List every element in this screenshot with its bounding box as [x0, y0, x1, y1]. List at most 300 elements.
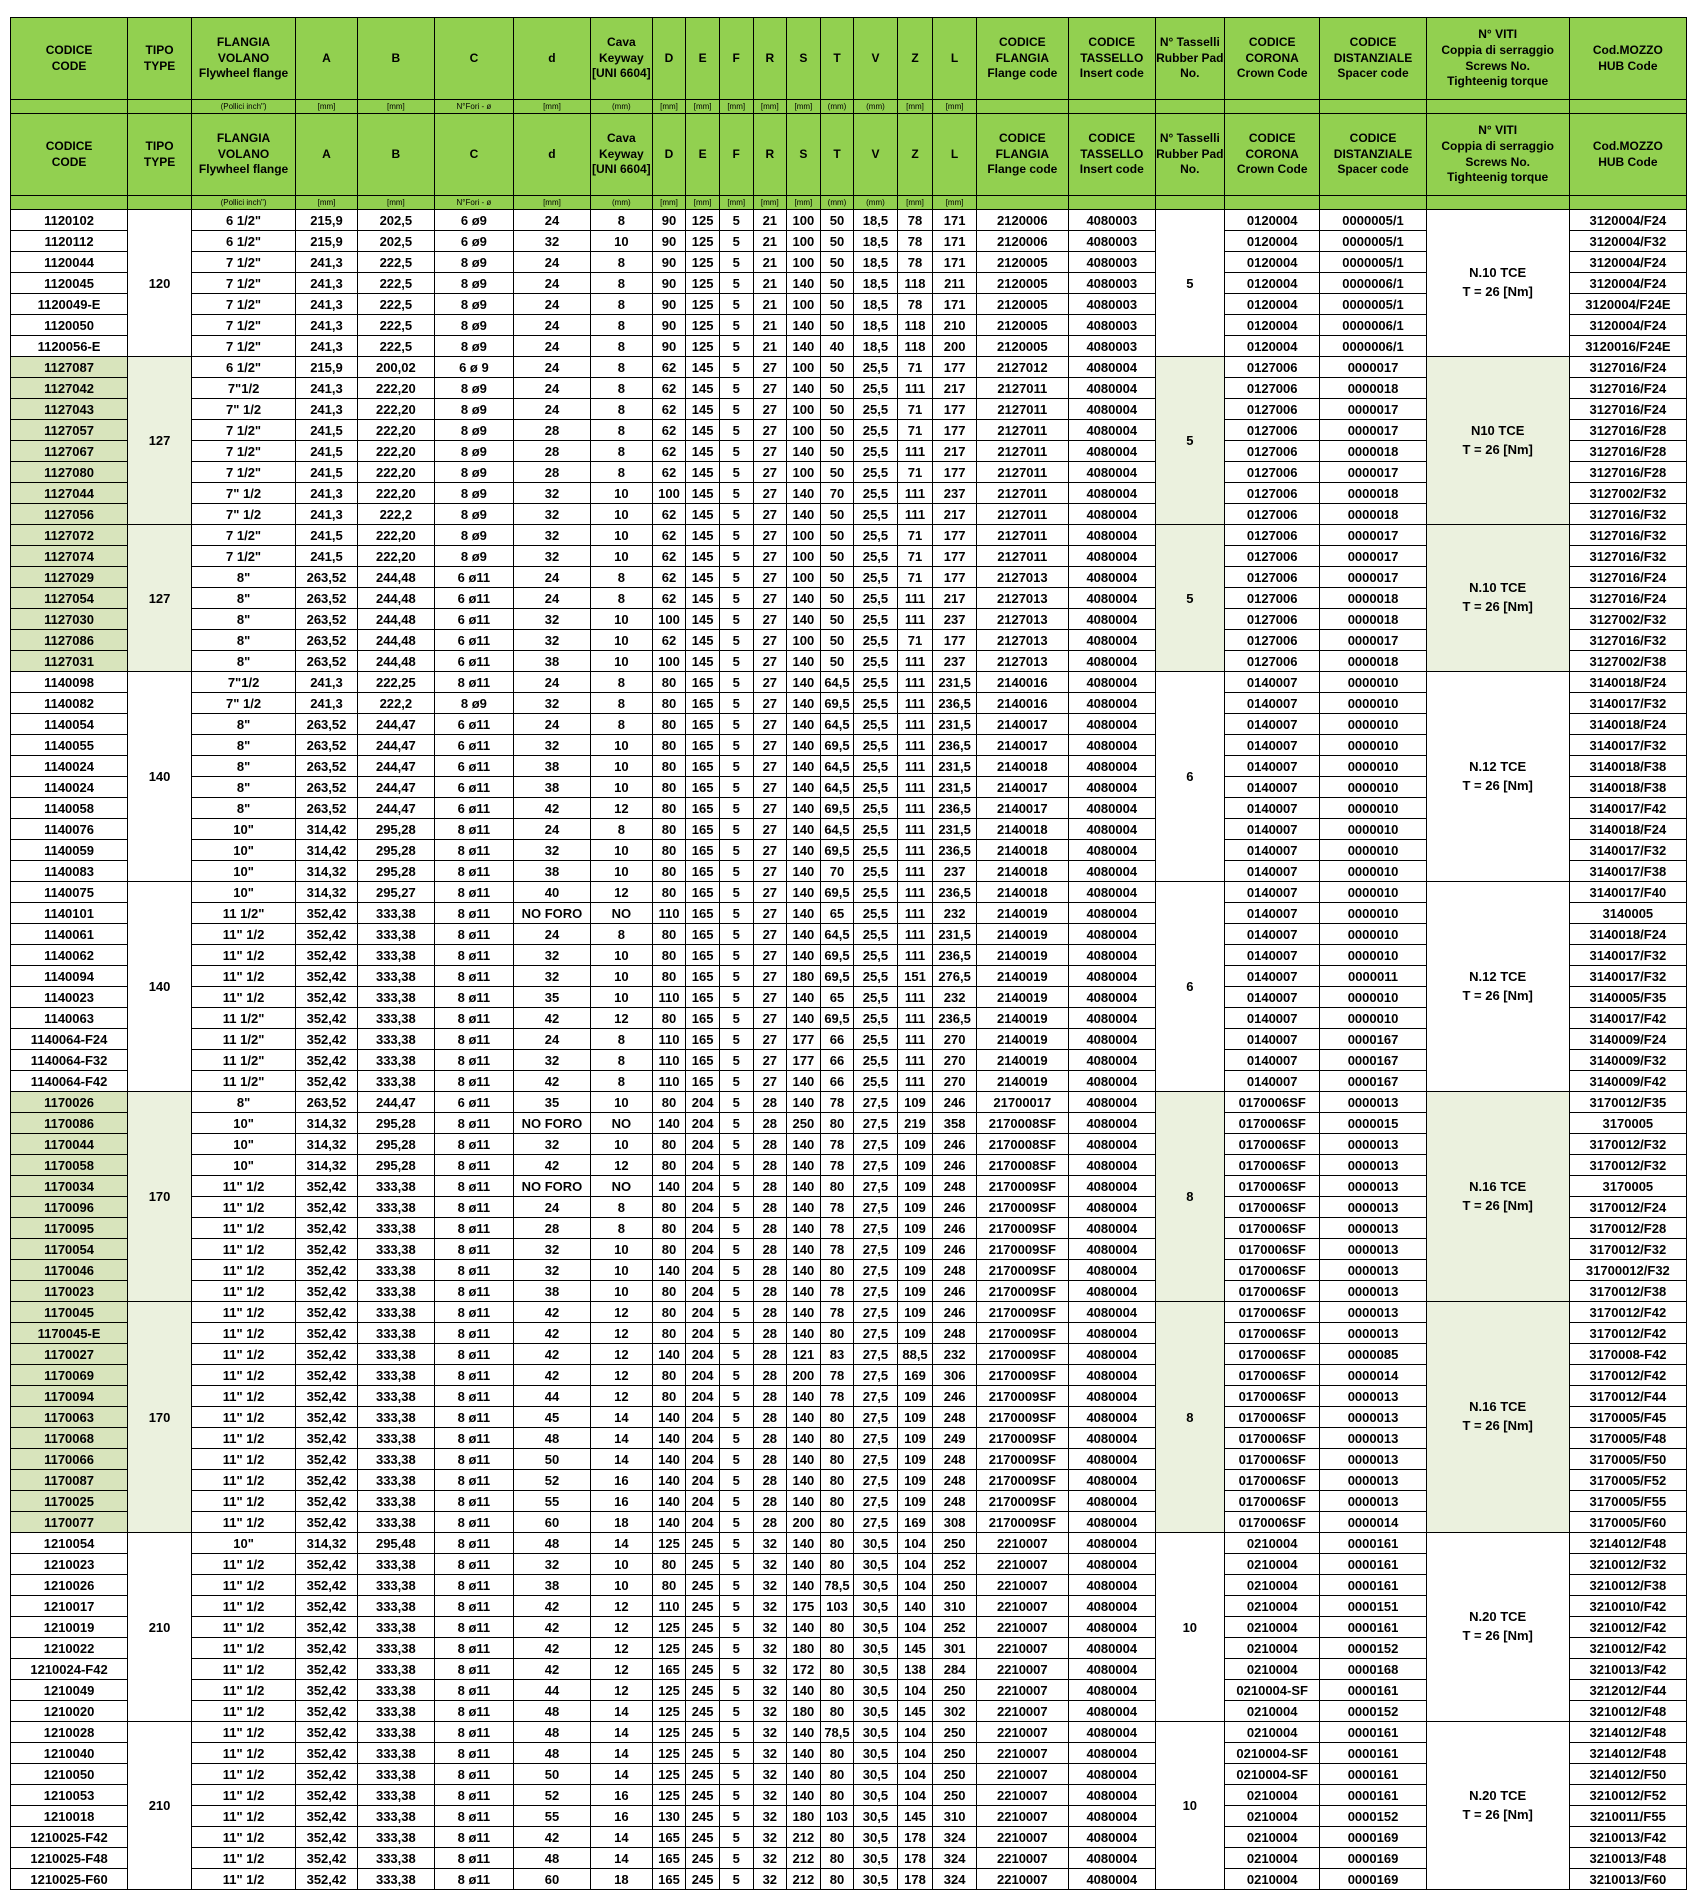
insert-code-cell: 4080004 — [1068, 441, 1155, 462]
value-cell: 140 — [787, 735, 821, 756]
value-cell: 16 — [590, 1470, 652, 1491]
value-cell: 8 ø11 — [434, 1512, 513, 1533]
value-cell: 50 — [820, 378, 854, 399]
value-cell: 80 — [820, 1764, 854, 1785]
value-cell: 5 — [719, 1638, 753, 1659]
code-cell: 1210020 — [11, 1701, 128, 1722]
header-screws — [1426, 18, 1569, 100]
spacer-code-cell: 0000010 — [1320, 798, 1426, 819]
value-cell: 10" — [192, 1533, 296, 1554]
value-cell: 80 — [652, 1365, 686, 1386]
insert-code-cell: 4080004 — [1068, 1239, 1155, 1260]
value-cell: 27 — [753, 504, 787, 525]
screws-cell-line: T = 26 [Nm] — [1462, 1628, 1533, 1643]
spacer-code-cell: 0000010 — [1320, 861, 1426, 882]
insert-code-cell: 4080003 — [1068, 315, 1155, 336]
value-cell: 138 — [897, 1659, 933, 1680]
value-cell: 42 — [513, 1302, 590, 1323]
value-cell: 8 ø11 — [434, 1029, 513, 1050]
flange-code-cell: 2170009SF — [976, 1386, 1068, 1407]
value-cell: 38 — [513, 861, 590, 882]
value-cell: 333,38 — [357, 1848, 434, 1869]
header-keyway — [590, 18, 652, 100]
header-screws-line: Tighteenig torque — [1447, 170, 1549, 185]
value-cell: 169 — [897, 1365, 933, 1386]
value-cell: 140 — [787, 1617, 821, 1638]
crown-code-cell: 0140007 — [1225, 735, 1320, 756]
value-cell: NO — [590, 1176, 652, 1197]
value-cell: 237 — [933, 651, 976, 672]
insert-code-cell: 4080004 — [1068, 924, 1155, 945]
value-cell: 352,42 — [296, 1386, 358, 1407]
value-cell: 28 — [753, 1113, 787, 1134]
type-cell: 210 — [128, 1533, 192, 1722]
hub-code-cell: 3170012/F32 — [1569, 1239, 1686, 1260]
hub-code-cell: 3140009/F42 — [1569, 1071, 1686, 1092]
value-cell: 270 — [933, 1071, 976, 1092]
value-cell: 204 — [686, 1407, 720, 1428]
code-cell: 1127074 — [11, 546, 128, 567]
value-cell: 27 — [753, 483, 787, 504]
value-cell: 252 — [933, 1554, 976, 1575]
value-cell: 151 — [897, 966, 933, 987]
value-cell: 71 — [897, 567, 933, 588]
value-cell: 50 — [820, 567, 854, 588]
value-cell: 263,52 — [296, 651, 358, 672]
insert-code-cell: 4080004 — [1068, 1134, 1155, 1155]
code-cell: 1170096 — [11, 1197, 128, 1218]
hub-code-cell: 3120004/F32 — [1569, 231, 1686, 252]
value-cell: 140 — [897, 1596, 933, 1617]
value-cell: 5 — [719, 798, 753, 819]
hub-code-cell: 3127016/F28 — [1569, 420, 1686, 441]
value-cell: 5 — [719, 1134, 753, 1155]
header-spacer-code-line: DISTANZIALE — [1333, 50, 1413, 65]
value-cell: 11" 1/2 — [192, 1554, 296, 1575]
value-cell: 130 — [652, 1806, 686, 1827]
value-cell: 165 — [686, 903, 720, 924]
header-dim-c: C — [434, 114, 513, 196]
value-cell: 215,9 — [296, 357, 358, 378]
value-cell: 352,42 — [296, 1176, 358, 1197]
header-dim-d: d — [513, 114, 590, 196]
crown-code-cell: 0120004 — [1225, 294, 1320, 315]
value-cell: 11" 1/2 — [192, 1722, 296, 1743]
value-cell: 8 — [590, 336, 652, 357]
value-cell: 245 — [686, 1848, 720, 1869]
value-cell: 8 — [590, 252, 652, 273]
value-cell: 78,5 — [820, 1722, 854, 1743]
spacer-code-cell: 0000161 — [1320, 1743, 1426, 1764]
header-crown-code-line: CORONA — [1245, 146, 1299, 161]
value-cell: 8 ø11 — [434, 1239, 513, 1260]
crown-code-cell: 0120004 — [1225, 231, 1320, 252]
header-dim-b: B — [357, 18, 434, 100]
crown-code-cell: 0170006SF — [1225, 1218, 1320, 1239]
value-cell: 50 — [820, 252, 854, 273]
value-cell: 8 ø9 — [434, 273, 513, 294]
value-cell: 5 — [719, 504, 753, 525]
value-cell: 352,42 — [296, 1281, 358, 1302]
value-cell: 27 — [753, 1008, 787, 1029]
value-cell: 8 ø11 — [434, 672, 513, 693]
value-cell: 32 — [753, 1785, 787, 1806]
value-cell: 263,52 — [296, 1092, 358, 1113]
value-cell: 28 — [753, 1491, 787, 1512]
hub-code-cell: 3140017/F42 — [1569, 1008, 1686, 1029]
header-code — [11, 114, 128, 196]
value-cell: 125 — [652, 1743, 686, 1764]
flange-code-cell: 2210007 — [976, 1701, 1068, 1722]
value-cell: 7" 1/2 — [192, 504, 296, 525]
crown-code-cell: 0127006 — [1225, 483, 1320, 504]
value-cell: 118 — [897, 336, 933, 357]
value-cell: 66 — [820, 1071, 854, 1092]
header-flange-line: VOLANO — [217, 146, 270, 161]
type-cell: 140 — [128, 672, 192, 882]
flange-code-cell: 2170009SF — [976, 1323, 1068, 1344]
value-cell: 241,3 — [296, 336, 358, 357]
value-cell: 295,28 — [357, 861, 434, 882]
value-cell: 6 ø11 — [434, 588, 513, 609]
crown-code-cell: 0210004 — [1225, 1785, 1320, 1806]
value-cell: 140 — [787, 861, 821, 882]
spacer-code-cell: 0000018 — [1320, 651, 1426, 672]
value-cell: 111 — [897, 693, 933, 714]
code-cell: 1140083 — [11, 861, 128, 882]
value-cell: 27 — [753, 609, 787, 630]
value-cell: 8 ø9 — [434, 441, 513, 462]
crown-code-cell: 0140007 — [1225, 798, 1320, 819]
flange-code-cell: 2210007 — [976, 1869, 1068, 1890]
hub-code-cell: 3127016/F28 — [1569, 441, 1686, 462]
value-cell: 104 — [897, 1722, 933, 1743]
value-cell: 241,3 — [296, 294, 358, 315]
value-cell: 333,38 — [357, 1764, 434, 1785]
value-cell: 25,5 — [854, 504, 897, 525]
value-cell: 104 — [897, 1554, 933, 1575]
hub-code-cell: 3170005/F55 — [1569, 1491, 1686, 1512]
code-cell: 1210054 — [11, 1533, 128, 1554]
value-cell: 10 — [590, 735, 652, 756]
header-keyway-line: Cava — [606, 131, 636, 146]
value-cell: 8 ø9 — [434, 336, 513, 357]
flange-code-cell: 2120005 — [976, 252, 1068, 273]
spacer-code-cell: 0000151 — [1320, 1596, 1426, 1617]
unit-cell — [976, 100, 1068, 114]
type-group — [11, 1302, 1687, 1533]
header-spacer-code-line: CODICE — [1349, 131, 1397, 146]
coupling-spec-table — [10, 17, 1687, 1890]
value-cell: 241,3 — [296, 672, 358, 693]
value-cell: 14 — [590, 1848, 652, 1869]
value-cell: 10 — [590, 546, 652, 567]
flange-code-cell: 2140019 — [976, 1071, 1068, 1092]
value-cell: 80 — [652, 882, 686, 903]
value-cell: 200 — [787, 1512, 821, 1533]
value-cell: 8 ø11 — [434, 1743, 513, 1764]
value-cell: 145 — [897, 1806, 933, 1827]
value-cell: 8" — [192, 630, 296, 651]
value-cell: 8" — [192, 735, 296, 756]
value-cell: 80 — [652, 1323, 686, 1344]
unit-cell: [mm] — [686, 100, 720, 114]
code-cell: 1210017 — [11, 1596, 128, 1617]
value-cell: 27,5 — [854, 1470, 897, 1491]
spacer-code-cell: 0000017 — [1320, 546, 1426, 567]
value-cell: 352,42 — [296, 1617, 358, 1638]
value-cell: 11" 1/2 — [192, 1659, 296, 1680]
value-cell: 32 — [513, 525, 590, 546]
crown-code-cell: 0210004-SF — [1225, 1680, 1320, 1701]
spacer-code-cell: 0000010 — [1320, 882, 1426, 903]
value-cell: 80 — [652, 1092, 686, 1113]
flange-code-cell: 2140017 — [976, 714, 1068, 735]
value-cell: 7"1/2 — [192, 378, 296, 399]
unit-cell: [mm] — [719, 100, 753, 114]
value-cell: 333,38 — [357, 1596, 434, 1617]
insert-code-cell: 4080004 — [1068, 1407, 1155, 1428]
value-cell: 111 — [897, 882, 933, 903]
value-cell: 27 — [753, 357, 787, 378]
header-screws-line: Screws No. — [1465, 154, 1531, 169]
value-cell: 5 — [719, 273, 753, 294]
header-rubber-pads — [1155, 18, 1224, 100]
value-cell: 11 1/2" — [192, 1050, 296, 1071]
value-cell: 32 — [753, 1638, 787, 1659]
value-cell: 204 — [686, 1428, 720, 1449]
insert-code-cell: 4080004 — [1068, 378, 1155, 399]
type-group — [11, 525, 1687, 672]
value-cell: 66 — [820, 1050, 854, 1071]
spacer-code-cell: 0000013 — [1320, 1470, 1426, 1491]
value-cell: 241,5 — [296, 462, 358, 483]
value-cell: 78 — [897, 294, 933, 315]
code-cell: 1127057 — [11, 420, 128, 441]
value-cell: 263,52 — [296, 609, 358, 630]
crown-code-cell: 0210004 — [1225, 1596, 1320, 1617]
value-cell: 241,3 — [296, 378, 358, 399]
value-cell: 50 — [820, 420, 854, 441]
value-cell: 204 — [686, 1155, 720, 1176]
flange-code-cell: 2210007 — [976, 1659, 1068, 1680]
flange-code-cell: 2127011 — [976, 546, 1068, 567]
value-cell: 80 — [652, 924, 686, 945]
header-rubber-pads — [1155, 114, 1224, 196]
value-cell: 14 — [590, 1449, 652, 1470]
value-cell: 121 — [787, 1344, 821, 1365]
value-cell: 14 — [590, 1407, 652, 1428]
value-cell: 30,5 — [854, 1722, 897, 1743]
value-cell: 140 — [787, 651, 821, 672]
value-cell: 352,42 — [296, 1071, 358, 1092]
flange-code-cell: 2170009SF — [976, 1512, 1068, 1533]
table-body — [11, 18, 1687, 210]
value-cell: 12 — [590, 1386, 652, 1407]
insert-code-cell: 4080004 — [1068, 1113, 1155, 1134]
value-cell: 42 — [513, 1827, 590, 1848]
value-cell: 30,5 — [854, 1701, 897, 1722]
value-cell: 8 ø9 — [434, 525, 513, 546]
value-cell: 125 — [652, 1617, 686, 1638]
rubber-pads-cell: 5 — [1155, 525, 1224, 672]
value-cell: 140 — [787, 1785, 821, 1806]
value-cell: 222,20 — [357, 378, 434, 399]
value-cell: 333,38 — [357, 1617, 434, 1638]
header-spacer-code-line: Spacer code — [1337, 162, 1409, 177]
value-cell: 204 — [686, 1092, 720, 1113]
crown-code-cell: 0170006SF — [1225, 1176, 1320, 1197]
code-cell: 1127031 — [11, 651, 128, 672]
value-cell: 231,5 — [933, 714, 976, 735]
spacer-code-cell: 0000017 — [1320, 357, 1426, 378]
value-cell: 140 — [787, 987, 821, 1008]
value-cell: 5 — [719, 357, 753, 378]
value-cell: 246 — [933, 1302, 976, 1323]
value-cell: 7 1/2" — [192, 525, 296, 546]
value-cell: 314,42 — [296, 819, 358, 840]
value-cell: 18,5 — [854, 252, 897, 273]
value-cell: 8" — [192, 777, 296, 798]
value-cell: 21 — [753, 294, 787, 315]
value-cell: 25,5 — [854, 840, 897, 861]
value-cell: 80 — [820, 1533, 854, 1554]
value-cell: 241,3 — [296, 399, 358, 420]
value-cell: 80 — [820, 1407, 854, 1428]
flange-code-cell: 2170009SF — [976, 1197, 1068, 1218]
value-cell: 8 — [590, 1071, 652, 1092]
value-cell: 104 — [897, 1764, 933, 1785]
value-cell: 8 ø11 — [434, 1785, 513, 1806]
spacer-code-cell: 0000005/1 — [1320, 210, 1426, 231]
value-cell: 140 — [652, 1407, 686, 1428]
insert-code-cell: 4080004 — [1068, 1008, 1155, 1029]
value-cell: 5 — [719, 1785, 753, 1806]
header-type-line: TYPE — [143, 58, 176, 73]
value-cell: 78 — [897, 252, 933, 273]
value-cell: 7 1/2" — [192, 273, 296, 294]
value-cell: 18,5 — [854, 273, 897, 294]
insert-code-cell: 4080004 — [1068, 1827, 1155, 1848]
screws-cell-line: N.16 TCE — [1469, 1399, 1527, 1415]
header-flange-line: FLANGIA — [216, 35, 271, 50]
value-cell: 6 ø11 — [434, 798, 513, 819]
table-row — [11, 210, 1687, 231]
value-cell: 27 — [753, 819, 787, 840]
insert-code-cell: 4080004 — [1068, 777, 1155, 798]
insert-code-cell: 4080004 — [1068, 588, 1155, 609]
screws-cell-line: T = 26 [Nm] — [1462, 284, 1533, 299]
value-cell: 25,5 — [854, 777, 897, 798]
catalog-sheet — [10, 17, 1687, 1890]
flange-code-cell: 2140018 — [976, 840, 1068, 861]
value-cell: 231,5 — [933, 924, 976, 945]
value-cell: 88,5 — [897, 1344, 933, 1365]
value-cell: 352,42 — [296, 1491, 358, 1512]
value-cell: 10" — [192, 840, 296, 861]
value-cell: 140 — [787, 1239, 821, 1260]
header-code-line: CODE — [51, 58, 87, 73]
insert-code-cell: 4080004 — [1068, 756, 1155, 777]
value-cell: 241,5 — [296, 441, 358, 462]
value-cell: 16 — [590, 1785, 652, 1806]
value-cell: 245 — [686, 1764, 720, 1785]
header-dim-r: R — [753, 18, 787, 100]
value-cell: 27,5 — [854, 1197, 897, 1218]
value-cell: 25,5 — [854, 882, 897, 903]
value-cell: 25,5 — [854, 1050, 897, 1071]
value-cell: 80 — [820, 1470, 854, 1491]
value-cell: 100 — [787, 399, 821, 420]
value-cell: 10 — [590, 525, 652, 546]
value-cell: 212 — [787, 1827, 821, 1848]
value-cell: 18 — [590, 1869, 652, 1890]
value-cell: 352,42 — [296, 1701, 358, 1722]
screws-cell-line: N.20 TCE — [1469, 1609, 1527, 1625]
type-group — [11, 672, 1687, 882]
value-cell: 5 — [719, 1281, 753, 1302]
flange-code-cell: 2140016 — [976, 693, 1068, 714]
spacer-code-cell: 0000013 — [1320, 1239, 1426, 1260]
value-cell: 27 — [753, 798, 787, 819]
table-row — [11, 525, 1687, 546]
hub-code-cell: 3170005/F45 — [1569, 1407, 1686, 1428]
crown-code-cell: 0140007 — [1225, 987, 1320, 1008]
value-cell: 27 — [753, 777, 787, 798]
value-cell: 24 — [513, 273, 590, 294]
header-spacer-code — [1320, 18, 1426, 100]
value-cell: 12 — [590, 1008, 652, 1029]
value-cell: 111 — [897, 504, 933, 525]
value-cell: 7 1/2" — [192, 546, 296, 567]
value-cell: 352,42 — [296, 1827, 358, 1848]
flange-code-cell: 2127011 — [976, 462, 1068, 483]
hub-code-cell: 3140017/F32 — [1569, 945, 1686, 966]
insert-code-cell: 4080003 — [1068, 294, 1155, 315]
code-cell: 1210026 — [11, 1575, 128, 1596]
value-cell: 333,38 — [357, 987, 434, 1008]
spacer-code-cell: 0000017 — [1320, 630, 1426, 651]
code-cell: 1210025-F48 — [11, 1848, 128, 1869]
insert-code-cell: 4080004 — [1068, 735, 1155, 756]
value-cell: 333,38 — [357, 1344, 434, 1365]
flange-code-cell: 2140017 — [976, 777, 1068, 798]
value-cell: 314,32 — [296, 1155, 358, 1176]
value-cell: 80 — [652, 777, 686, 798]
value-cell: 8 ø11 — [434, 903, 513, 924]
value-cell: 165 — [686, 945, 720, 966]
value-cell: 28 — [753, 1218, 787, 1239]
crown-code-cell: 0127006 — [1225, 357, 1320, 378]
value-cell: 11" 1/2 — [192, 1281, 296, 1302]
value-cell: 12 — [590, 1155, 652, 1176]
unit-cell: (mm) — [820, 196, 854, 210]
flange-code-cell: 2170009SF — [976, 1428, 1068, 1449]
hub-code-cell: 3120004/F24E — [1569, 294, 1686, 315]
flange-code-cell: 2127013 — [976, 588, 1068, 609]
value-cell: 42 — [513, 1596, 590, 1617]
hub-code-cell: 3140009/F24 — [1569, 1029, 1686, 1050]
value-cell: 80 — [652, 672, 686, 693]
code-cell: 1170094 — [11, 1386, 128, 1407]
screws-cell-line: N.12 TCE — [1469, 758, 1527, 774]
value-cell: 18,5 — [854, 315, 897, 336]
value-cell: 8 ø11 — [434, 1302, 513, 1323]
value-cell: 8" — [192, 651, 296, 672]
value-cell: 140 — [787, 1764, 821, 1785]
insert-code-cell: 4080004 — [1068, 861, 1155, 882]
value-cell: 8 ø11 — [434, 1071, 513, 1092]
